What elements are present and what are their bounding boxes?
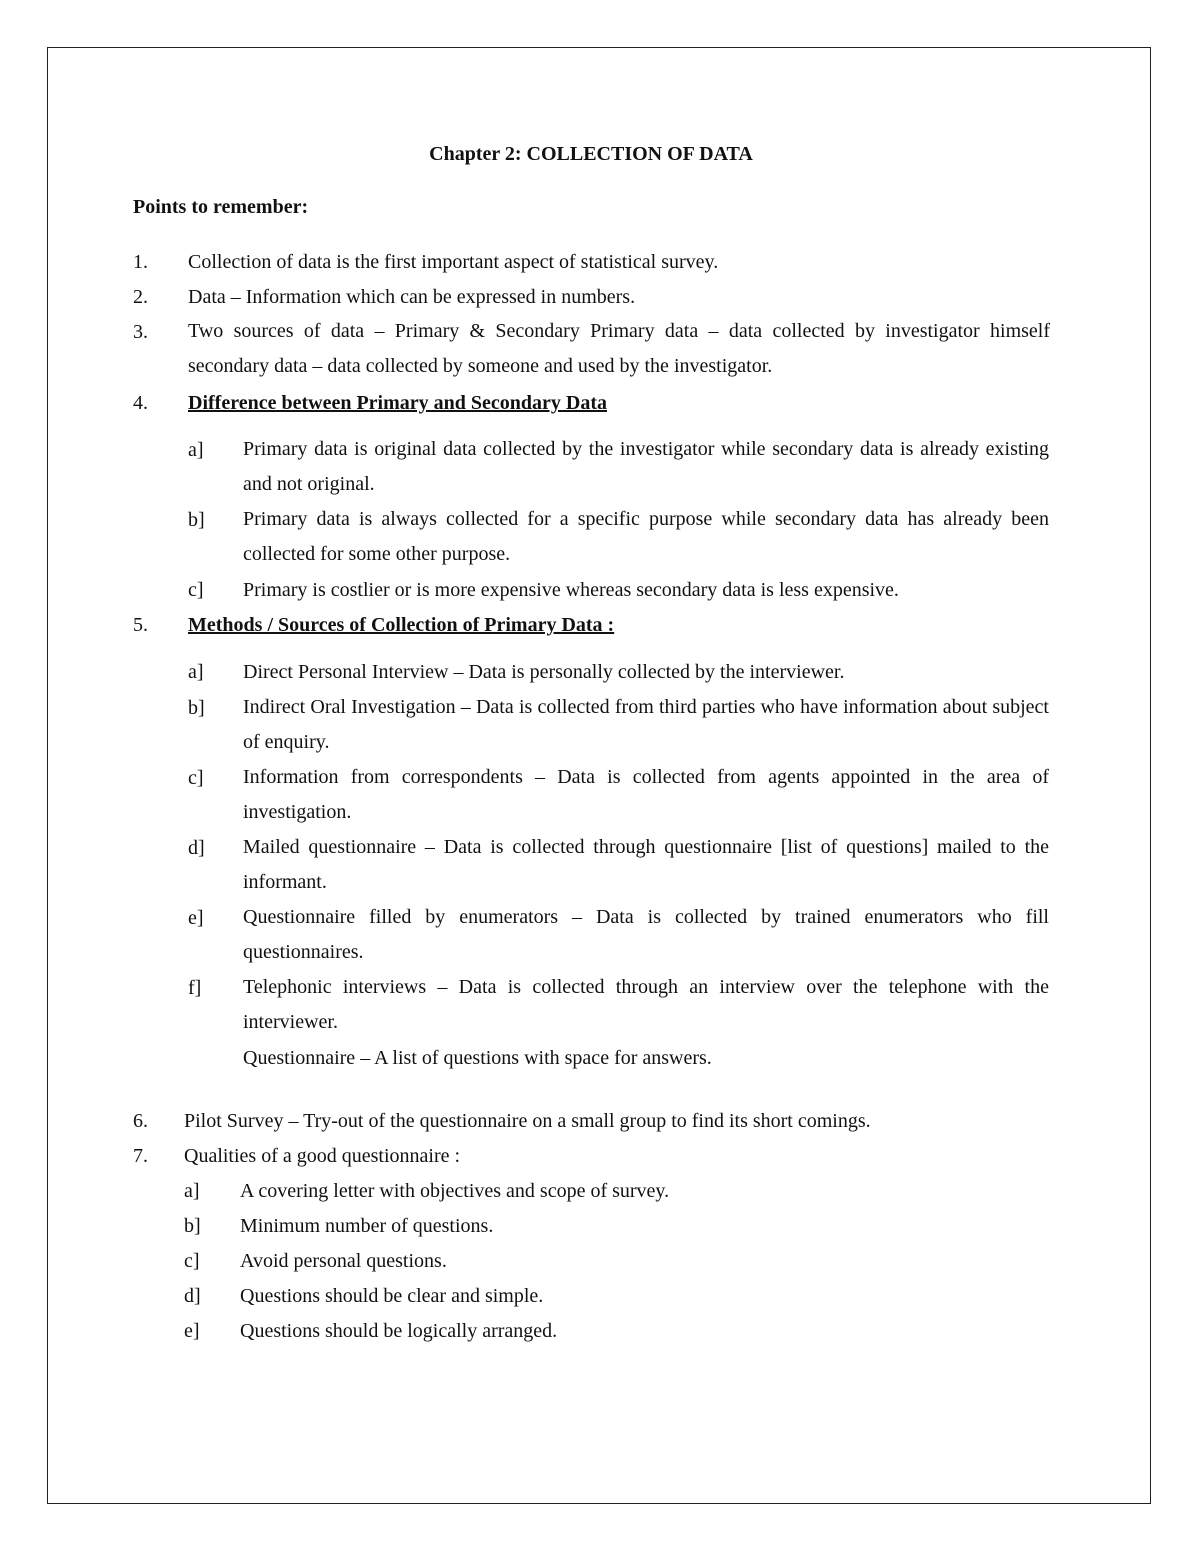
point-heading: Difference between Primary and Secondary Data (188, 392, 607, 414)
section-subheading: Points to remember: (133, 196, 309, 218)
item-label: a] (184, 1180, 200, 1202)
item-text: Questionnaire filled by enumerators – Data is collected by trained enumerators who fill questionnaires. (243, 906, 1049, 963)
item-label: c] (188, 579, 204, 601)
item-text: Questions should be clear and simple. (240, 1285, 544, 1307)
item-label: b] (188, 509, 205, 531)
item-text: Avoid personal questions. (240, 1250, 447, 1272)
item-text: Information from correspondents – Data is collected from agents appointed in the area of investigation. (243, 766, 1049, 823)
item-label: d] (184, 1285, 201, 1307)
item-text: Questions should be logically arranged. (240, 1320, 558, 1342)
point-number: 6. (133, 1110, 148, 1132)
item-text: Indirect Oral Investigation – Data is collected from third parties who have information about subject of enquiry. (243, 696, 1049, 753)
point-number: 5. (133, 614, 148, 636)
point-number: 7. (133, 1145, 148, 1167)
item-label: c] (184, 1250, 200, 1272)
item-text: A covering letter with objectives and scope of survey. (240, 1180, 670, 1202)
item-text: Telephonic interviews – Data is collected through an interview over the telephone with the interviewer. (243, 976, 1049, 1033)
point-number: 3. (133, 321, 148, 343)
point-text: Collection of data is the first important aspect of statistical survey. (188, 251, 719, 273)
item-text: Minimum number of questions. (240, 1215, 494, 1237)
point-number: 2. (133, 286, 148, 308)
page-title: Chapter 2: COLLECTION OF DATA (429, 143, 753, 165)
item-label: f] (188, 977, 202, 999)
point-number: 1. (133, 251, 148, 273)
item-text: Primary data is always collected for a specific purpose while secondary data has already been collected for some other purpose. (243, 508, 1049, 565)
item-label: c] (188, 767, 204, 789)
item-label: e] (188, 907, 204, 929)
point-text: Two sources of data – Primary & Secondary Primary data – data collected by investigator himself secondary data – data collected by someone and used by the investigator. (188, 320, 1050, 377)
item-label: e] (184, 1320, 200, 1342)
point-text: Qualities of a good questionnaire : (184, 1145, 461, 1167)
point-heading: Methods / Sources of Collection of Primary Data : (188, 614, 615, 636)
item-label: d] (188, 837, 205, 859)
item-label: b] (188, 697, 205, 719)
item-label: b] (184, 1215, 201, 1237)
point-text: Pilot Survey – Try-out of the questionnaire on a small group to find its short comings. (184, 1110, 871, 1132)
point-text: Data – Information which can be expressed in numbers. (188, 286, 636, 308)
definition-note: Questionnaire – A list of questions with space for answers. (243, 1047, 712, 1069)
item-text: Primary data is original data collected by the investigator while secondary data is already existing and not original. (243, 438, 1049, 495)
point-number: 4. (133, 392, 148, 414)
item-label: a] (188, 439, 204, 461)
item-label: a] (188, 661, 204, 683)
item-text: Primary is costlier or is more expensive whereas secondary data is less expensive. (243, 579, 899, 601)
item-text: Mailed questionnaire – Data is collected through questionnaire [list of questions] mailed to the informant. (243, 836, 1049, 893)
item-text: Direct Personal Interview – Data is personally collected by the interviewer. (243, 661, 845, 683)
